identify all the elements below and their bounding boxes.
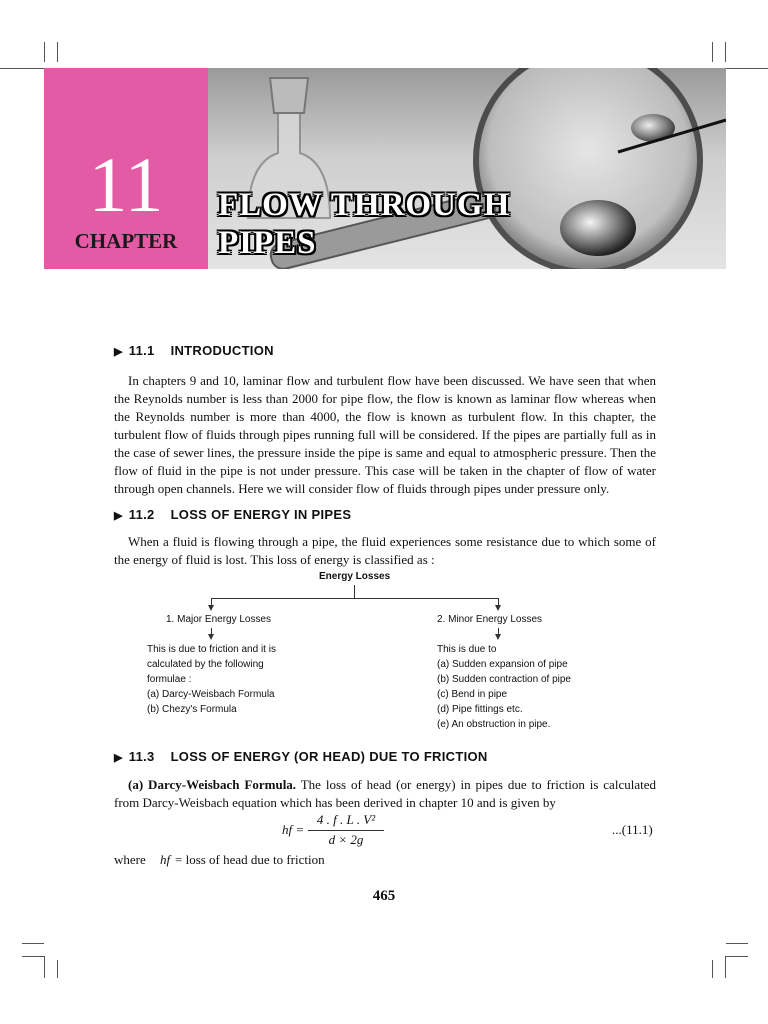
arrow-down-icon [495,634,501,640]
minor-losses-description [437,642,571,732]
section-heading-intro [114,343,274,358]
chapter-title-line-2: PIPES [218,225,317,261]
chapter-word: CHAPTER [74,229,178,253]
chapter-title-line-1: FLOW THROUGH [218,187,511,223]
description-line: (c) Bend in pipe [437,689,508,700]
triangle-bullet-icon: ▶ [114,752,123,764]
crop-mark [726,956,748,957]
equation-lhs: hf = [282,822,305,837]
section-heading-friction [114,749,488,764]
description-line: (a) Darcy-Weisbach Formula [147,689,275,700]
section-title: INTRODUCTION [170,343,274,358]
diagram-connector [211,598,499,599]
friction-paragraph [114,776,656,812]
chapter-number: 11 [88,141,164,228]
crop-mark [725,956,726,978]
description-line: (a) Sudden expansion of pipe [437,659,568,670]
paragraph-text: The loss of head (or energy) in pipes due to friction is calculated from Darcy-Weisbach equation which has been derived in chapter 10 and is given by [114,777,656,810]
section-title: LOSS OF ENERGY IN PIPES [170,507,352,522]
description-line: This is due to friction and it is [147,644,276,655]
loss-paragraph [114,533,656,569]
paragraph-label: (a) Darcy-Weisbach Formula. [128,777,297,792]
description-line: This is due to [437,644,497,655]
equation-number: ...(11.1) [612,822,653,837]
description-line: calculated by the following [147,659,264,670]
intro-paragraph [114,372,656,498]
where-symbol: hf [160,852,171,867]
crop-mark [57,42,58,62]
crop-mark [712,960,713,978]
arrow-down-icon [495,605,501,611]
description-line: (b) Chezy's Formula [147,704,237,715]
crop-mark [726,943,748,944]
equation-denominator: d × 2g [328,832,364,847]
chapter-photo [208,68,726,269]
description-line: (b) Sudden contraction of pipe [437,674,571,685]
description-line: (e) An obstruction in pipe. [437,719,551,730]
section-title: LOSS OF ENERGY (OR HEAD) DUE TO FRICTION [170,749,488,764]
section-number: 11.1 [128,343,155,358]
section-number: 11.3 [128,749,155,764]
crop-mark [0,68,45,69]
arrow-down-icon [208,634,214,640]
where-definition: = loss of head due to friction [175,852,325,867]
description-line: formulae : [147,674,192,685]
fraction-bar [308,830,384,831]
crop-mark [726,68,768,69]
paragraph-text: In chapters 9 and 10, laminar flow and turbulent flow have been discussed. We have seen that when the Reynolds number is less than 2000 for pipe flow, the flow is known as laminar flow whereas when the Reynolds number is more than 4000, the flow is known as turbulent flow. In this chapter, the turbulent flow of fluids through pipes running full will be considered. If the pipes are partially full as in the case of sewer lines, the pressure inside the pipe is same and equal to atmospheric pressure. Then the flow of fluid in the pipe is not under pressure. This case will be taken in the chapter of flow of water through open channels. Here we will consider flow of fluids through pipes under pressure only. [114,373,656,496]
major-losses-label: 1. Major Energy Losses [166,614,272,625]
crop-mark [57,960,58,978]
crop-mark [712,42,713,62]
arrow-down-icon [208,605,214,611]
diagram-connector [354,585,355,599]
major-losses-description [147,642,276,717]
crop-mark [22,943,44,944]
section-number: 11.2 [128,507,155,522]
crop-mark [44,42,45,62]
equation-numerator: 4 . f . L . V² [316,812,376,827]
crop-mark [44,956,45,978]
page-number: 465 [372,888,396,904]
crop-mark [22,956,44,957]
chapter-box [44,68,208,269]
where-prefix: where [114,852,146,867]
diagram-root: Energy Losses [319,571,391,582]
section-heading-loss [114,507,351,522]
minor-losses-label: 2. Minor Energy Losses [437,614,543,625]
triangle-bullet-icon: ▶ [114,346,123,358]
chapter-title [218,186,510,262]
description-line: (d) Pipe fittings etc. [437,704,523,715]
crop-mark [725,42,726,62]
triangle-bullet-icon: ▶ [114,510,123,522]
paragraph-text: When a fluid is flowing through a pipe, the fluid experiences some resistance due to which some of the energy of fluid is lost. This loss of energy is classified as : [114,534,656,567]
